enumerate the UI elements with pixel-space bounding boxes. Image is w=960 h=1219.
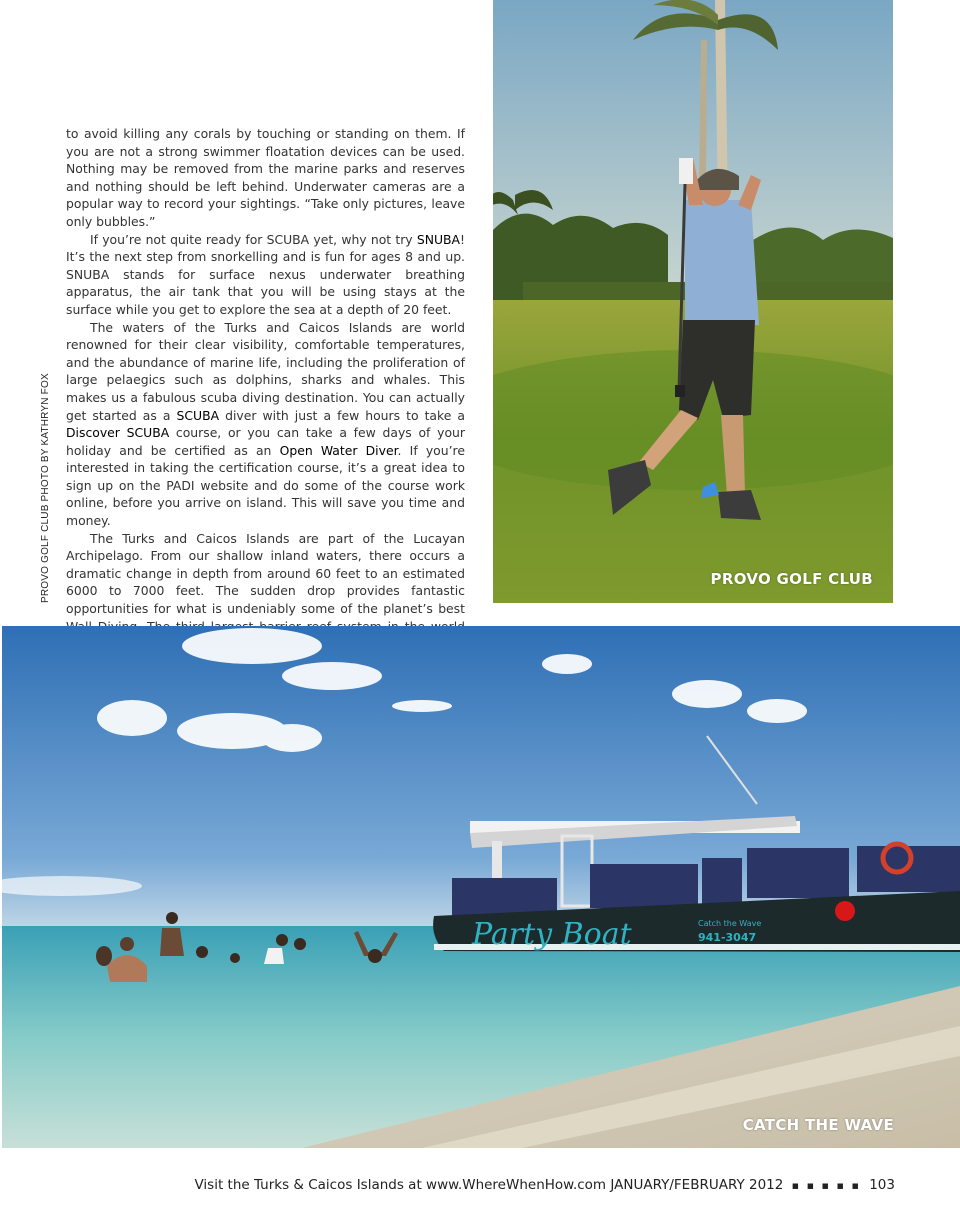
boat-name: Party Boat	[472, 917, 632, 952]
footer-separator: ▪ ▪ ▪ ▪ ▪	[791, 1179, 861, 1192]
article-paragraph-1: to avoid killing any corals by touching or standing on them. If you are not a strong swimmer floatation devices can be used. Nothing may be removed from the marine parks and reserves and nothing should be left behind. Underwater cameras are a popular way to record your sightings. “Take only pictures, leave only bubbles.”	[66, 126, 465, 229]
text-run: If you’re not quite ready for SCUBA yet, why not try	[90, 231, 417, 247]
beach-photo	[2, 626, 960, 1148]
text-run: diver with just a few hours to take a	[219, 407, 466, 423]
boat-logo: Catch the Wave	[698, 919, 762, 928]
page-number: 103	[869, 1177, 895, 1193]
discover-scuba-link[interactable]: Discover SCUBA	[66, 425, 170, 441]
text-run: The waters of the Turks and Caicos Islands are world renowned for their clear visibility, comfortable temperatures, and the abundance of marine life, including the proliferation of large pelaegics such as dolphins, sharks and whales. This makes us a fabulous scuba diving destination. You can actually get started as a	[66, 319, 465, 423]
page-footer	[194, 1177, 895, 1193]
golf-photo-caption: PROVO GOLF CLUB	[710, 570, 873, 588]
article-paragraph-2	[66, 231, 465, 319]
open-water-diver-link[interactable]: Open Water Diver	[279, 442, 398, 458]
article-paragraph-3	[66, 319, 465, 530]
golf-photo-illustration	[493, 0, 893, 603]
text-run: course, or you can take a few days of your holiday and be certified as an	[66, 425, 465, 458]
boat-phone: 941-3047	[698, 931, 757, 944]
beach-photo-illustration	[2, 626, 960, 1148]
golf-photo	[493, 0, 893, 603]
text-run: . If you’re interested in taking the certification course, it’s a great idea to sign up on the PADI website and do some of the course work online, before you arrive on island. This will save you time and money.	[66, 442, 465, 529]
article-paragraph-4: The Turks and Caicos Islands are part of the Lucayan Archipelago. From our shallow inland waters, there occurs a dramatic change in depth from around 60 feet to an estimated 6000 to 7000 feet. The sudden drop provides fantastic opportunities for what is undeniably some of the planet’s best	[66, 530, 465, 617]
photo-credit: PROVO GOLF CLUB PHOTO BY KATHRYN FOX	[40, 373, 51, 603]
beach-photo-caption: CATCH THE WAVE	[742, 1116, 894, 1134]
scuba-link[interactable]: SCUBA	[176, 407, 220, 423]
footer-text: Visit the Turks & Caicos Islands at www.WhereWhenHow.com	[194, 1177, 607, 1193]
article-body	[66, 125, 465, 653]
footer-issue: JANUARY/FEBRUARY 2012	[610, 1177, 784, 1193]
text-run: ! It’s the next step from snorkelling and is fun for ages 8 and up. SNUBA stands for surface nexus underwater breathing apparatus, the air tank that you will be using stays at the surface while you get to explore the sea at a depth of 20 feet.	[66, 231, 465, 317]
snuba-link[interactable]: SNUBA	[416, 231, 461, 247]
